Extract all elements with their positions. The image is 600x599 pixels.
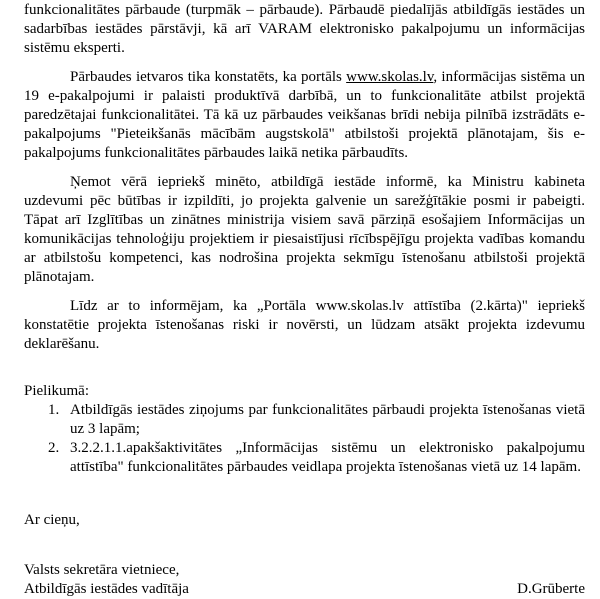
attachment-number: 1. (48, 402, 60, 418)
attachment-text: 3.2.2.1.1.apakšaktivitātes „Informācijas sistēmu un elektronisko pakalpojumu attīstība" funkcionalitātes pārbaudes veidlapa projekta īstenošanas vietā uz 14 lapām. (70, 440, 585, 475)
letter-page (24, 1, 585, 599)
attachments-heading: Pielikumā: (24, 383, 89, 399)
attachment-number: 2. (48, 440, 60, 456)
paragraph-findings (24, 68, 585, 163)
signature-block (24, 561, 585, 599)
findings-text-start: Pārbaudes ietvaros tika konstatēts, ka portāls (70, 69, 347, 85)
attachments-list (24, 401, 585, 477)
signatory-title-line-1: Valsts sekretāra vietniece, (24, 562, 180, 578)
paragraph-request: Līdz ar to informējam, ka „Portāla www.skolas.lv attīstība (2.kārta)" iepriekš konstatētie projekta īstenošanas riski ir novērsti, un lūdzam atsākt projekta izdevumu deklarēšanu. (24, 298, 585, 352)
findings-text-end: , informācijas sistēma un 19 e-pakalpojumi ir palaisti produktīvā darbībā, un to funkcionalitāte atbilst projektā paredzētajai funkcionalitātei. Tā kā uz pārbaudes veikšanas brīdi nebija pilnībā izstrādāts e-pakalpojums "Pieteikšanās mācībām augstskolā" atbilstoši projektā plānotajam, šis e-pakalpojums funkcionalitātes pārbaudes laikā netika pārbaudīts. (24, 69, 585, 161)
attachment-text: Atbildīgās iestādes ziņojums par funkcionalitātes pārbaudi projekta īstenošanas vietā uz 3 lapām; (70, 402, 585, 437)
closing-regards: Ar cieņu, (24, 512, 80, 528)
signatory-name: D.Grūberte (517, 581, 585, 597)
signatory-title-line-2: Atbildīgās iestādes vadītāja (24, 581, 189, 597)
attachment-item (24, 401, 585, 439)
paragraph-check-description: funkcionalitātes pārbaude (turpmāk – pārbaude). Pārbaudē piedalījās atbildīgās iestādes un sadarbības iestādes pārstāvji, kā arī VARAM elektronisko pakalpojumu un informācijas sistēmu eksperti. (24, 2, 585, 56)
attachment-item (24, 439, 585, 477)
skolas-portal-link[interactable]: www.skolas.lv (346, 69, 434, 85)
paragraph-conclusion: Ņemot vērā iepriekš minēto, atbildīgā iestāde informē, ka Ministru kabineta uzdevumi pēc būtības ir izpildīti, jo projekta galvenie un sarežģītākie posmi ir pabeigti. Tāpat arī Izglītības un zinātnes ministrija visiem savā pārziņā esošajiem Informācijas un komunikācijas tehnoloģiju projektiem ir piesaistījusi rīcībspējīgu projekta vadības komandu ar atbilstošu kompetenci, kas nodrošina projekta sekmīgu īstenošanu atbilstoši projektā plānotajam. (24, 174, 585, 285)
